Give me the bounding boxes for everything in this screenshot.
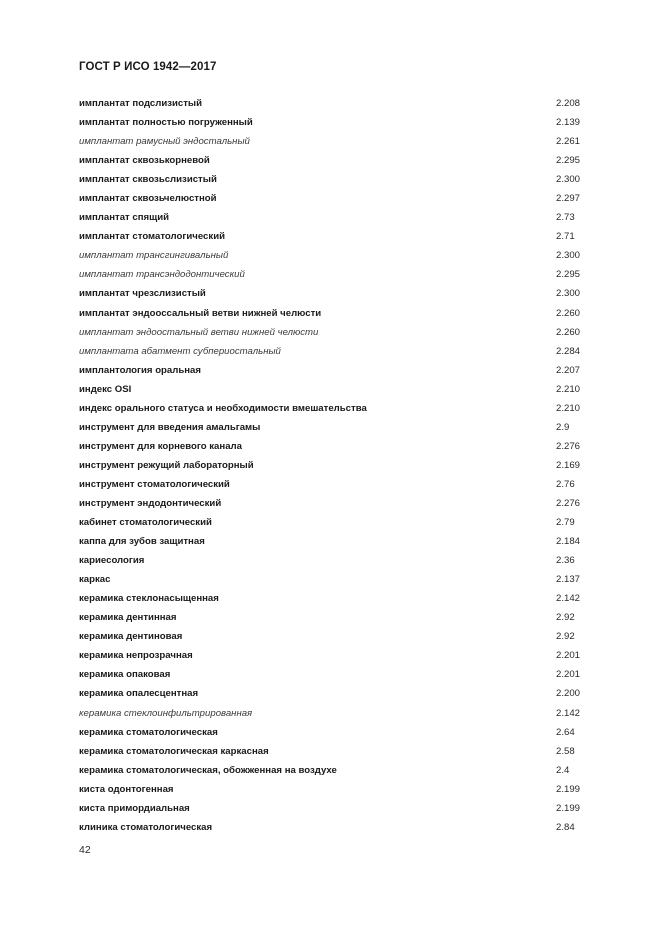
index-term: имплантат подслизистый [79,98,203,109]
index-term: инструмент стоматологический [79,478,230,490]
index-entry [79,799,599,818]
index-term: керамика опаковая [79,669,171,681]
index-reference-number: 2.142 [556,593,581,605]
index-entry [79,513,599,532]
index-term: индекс орального статуса и необходимости вмешательства [79,402,367,414]
index-entry [79,627,599,646]
index-reference-number: 2.137 [556,574,581,586]
index-reference-number: 2.297 [556,193,581,205]
index-term: инструмент для корневого канала [79,440,242,452]
index-reference-number: 2.210 [556,383,581,395]
index-reference-number: 2.4 [556,764,570,776]
index-entry [79,589,599,608]
index-entry [79,361,599,380]
index-entry [79,456,599,475]
index-entry [79,342,599,361]
document-header: ГОСТ Р ИСО 1942—2017 [79,61,217,73]
index-entry [79,208,599,227]
index-entry [79,665,599,684]
index-reference-number: 2.284 [556,345,581,357]
index-term: кабинет стоматологический [79,517,212,529]
index-entry [79,227,599,246]
index-term: киста примордиальная [79,802,190,814]
index-term: керамика опалесцентная [79,688,199,700]
index-term: керамика дентиновая [79,631,183,643]
index-term: индекс OSI [79,383,132,395]
index-entry [79,151,599,170]
index-reference-number: 2.71 [556,231,575,243]
index-term: инструмент для введения амальгамы [79,421,261,433]
index-entry [79,646,599,665]
index-reference-number: 2.36 [556,555,575,567]
index-reference-number: 2.84 [556,821,575,833]
index-reference-number: 2.276 [556,440,581,452]
index-entry [79,399,599,418]
index-entry [79,818,599,837]
index-term: имплантат трансгингивальный [79,250,229,262]
index-term: керамика стоматологическая каркасная [79,745,269,757]
index-term: имплантат трансэндодонтический [79,269,245,281]
index-entry [79,475,599,494]
index-reference-number: 2.142 [556,707,581,719]
index-term: инструмент режущий лабораторный [79,459,254,471]
index-entry [79,189,599,208]
index-reference-number: 2.200 [556,688,581,700]
index-entry [79,418,599,437]
index-term: имплантат эндооссальный ветви нижней челюсти [79,307,322,319]
index-term: имплантология оральная [79,364,201,376]
index-entry [79,780,599,799]
index-reference-number: 2.79 [556,517,575,529]
index-term: имплантат сквозьчелюстной [79,193,217,205]
index-term: имплантат сквозькорневой [79,155,210,167]
index-term: имплантат рамусный эндостальный [79,136,250,148]
index-reference-number: 2.261 [556,136,581,148]
index-term: имплантат эндоостальный ветви нижней челюсти [79,326,319,338]
index-entry [79,570,599,589]
index-entry [79,246,599,265]
index-term: клиника стоматологическая [79,821,213,833]
index-term: керамика непрозрачная [79,650,193,662]
index-term: керамика стеклонасыщенная [79,593,219,605]
index-entry [79,94,599,113]
index-term: имплантат стоматологический [79,231,225,243]
index-entry [79,265,599,284]
index-term: керамика стоматологическая, обожженная на воздухе [79,764,337,776]
index-reference-number: 2.169 [556,459,581,471]
index-entry [79,304,599,323]
index-entry [79,284,599,303]
index-reference-number: 2.199 [556,783,581,795]
index-entry [79,608,599,627]
index-reference-number: 2.207 [556,364,581,376]
index-reference-number: 2.199 [556,802,581,814]
index-reference-number: 2.92 [556,612,575,624]
index-reference-number: 2.300 [556,250,581,262]
index-term: каппа для зубов защитная [79,536,205,548]
index-term: имплантат спящий [79,212,170,224]
index-reference-number: 2.260 [556,326,581,338]
index-term: имплантата абатмент субпериостальный [79,345,281,357]
index-entry [79,170,599,189]
index-reference-number: 2.73 [556,212,575,224]
index-entry [79,704,599,723]
index-entry [79,761,599,780]
index-term: имплантат чрезслизистый [79,288,206,300]
index-reference-number: 2.300 [556,174,581,186]
index-entry [79,380,599,399]
index-entry [79,684,599,703]
index-term: инструмент эндодонтический [79,497,222,509]
index-entry [79,132,599,151]
index-term: каркас [79,574,111,586]
index-entry [79,532,599,551]
index-reference-number: 2.201 [556,669,581,681]
index-reference-number: 2.201 [556,650,581,662]
index-reference-number: 2.92 [556,631,575,643]
index-term: имплантат полностью погруженный [79,117,253,129]
index-reference-number: 2.76 [556,478,575,490]
index-entry [79,742,599,761]
index-entry [79,113,599,132]
index-entry [79,723,599,742]
index-reference-number: 2.210 [556,402,581,414]
index-reference-number: 2.139 [556,117,581,129]
index-entry [79,323,599,342]
index-term: керамика дентинная [79,612,177,624]
index-term: керамика стеклоинфильтрированная [79,707,253,719]
index-reference-number: 2.260 [556,307,581,319]
index-reference-number: 2.295 [556,269,581,281]
index-reference-number: 2.184 [556,536,581,548]
index-reference-number: 2.276 [556,497,581,509]
index-reference-number: 2.208 [556,98,581,109]
index-reference-number: 2.9 [556,421,570,433]
index-entry [79,437,599,456]
index-entry [79,551,599,570]
index-term: кариесология [79,555,145,567]
index-reference-number: 2.295 [556,155,581,167]
index-reference-number: 2.58 [556,745,575,757]
index-term: керамика стоматологическая [79,726,218,738]
index-reference-number: 2.300 [556,288,581,300]
index-entry [79,494,599,513]
index-term: имплантат сквозьслизистый [79,174,217,186]
index-term: киста одонтогенная [79,783,174,795]
index-reference-number: 2.64 [556,726,575,738]
page-number: 42 [79,844,91,856]
term-index-list [79,94,599,837]
